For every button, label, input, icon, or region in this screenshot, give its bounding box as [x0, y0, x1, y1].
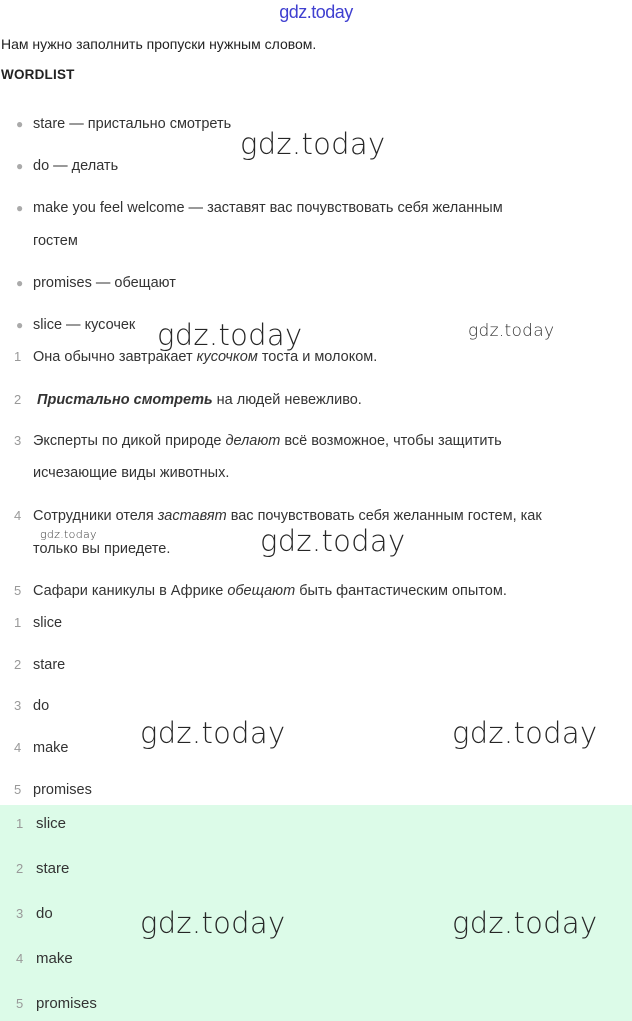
wordlist-item-continuation: гостем	[33, 233, 78, 249]
site-logo[interactable]: gdz.today	[279, 2, 353, 22]
answer-item: 5 promises	[14, 782, 92, 798]
watermark: gdz.today	[260, 524, 406, 558]
sentence: 3 Эксперты по дикой природе делают всё возможное, чтобы защитить	[14, 433, 502, 449]
watermark: gdz.today	[452, 906, 598, 940]
wordlist-item: ● do — делать	[16, 158, 119, 174]
bullet-icon: ●	[16, 159, 24, 173]
watermark: gdz.today	[468, 321, 555, 341]
answer-key-item: 1 slice	[16, 815, 67, 832]
watermark: gdz.today	[140, 716, 286, 750]
watermark: gdz.today	[240, 127, 386, 161]
sentence: 2 Пристально смотреть на людей невежливо.	[14, 392, 362, 408]
wordlist-item: ● slice — кусочек	[16, 317, 136, 333]
sentence-continuation: исчезающие виды животных.	[33, 465, 230, 481]
sentence: 1 Она обычно завтракает кусочком тоста и молоком.	[14, 349, 378, 365]
watermark: gdz.today	[157, 318, 303, 352]
answer-key-item: 5 promises	[16, 995, 97, 1012]
watermark: gdz.today	[140, 906, 286, 940]
bullet-icon: ●	[16, 318, 24, 332]
sentence-continuation: только вы приедете.	[33, 541, 171, 557]
answer-item: 1 slice	[14, 615, 63, 631]
answer-key-item: 4 make	[16, 950, 73, 967]
bullet-icon: ●	[16, 276, 24, 290]
bullet-icon: ●	[16, 117, 24, 131]
wordlist-item: ● make you feel welcome — заставят вас почувствовать себя желанным	[16, 200, 503, 216]
wordlist-item: ● stare — пристально смотреть	[16, 116, 232, 132]
sentence: 4 Сотрудники отеля заставят вас почувствовать себя желанным гостем, как	[14, 508, 542, 524]
answer-key-item: 3 do	[16, 905, 53, 922]
intro-text: Нам нужно заполнить пропуски нужным словом.	[1, 36, 317, 52]
wordlist-heading: WORDLIST	[1, 67, 75, 82]
answer-key-item: 2 stare	[16, 860, 70, 877]
sentence: 5 Сафари каникулы в Африке обещают быть фантастическим опытом.	[14, 583, 507, 599]
bullet-icon: ●	[16, 201, 24, 215]
watermark: gdz.today	[452, 716, 598, 750]
answer-item: 4 make	[14, 740, 69, 756]
wordlist-item: ● promises — обещают	[16, 275, 176, 291]
answer-item: 2 stare	[14, 657, 66, 673]
answer-item: 3 do	[14, 698, 50, 714]
watermark: gdz.today	[40, 528, 97, 541]
